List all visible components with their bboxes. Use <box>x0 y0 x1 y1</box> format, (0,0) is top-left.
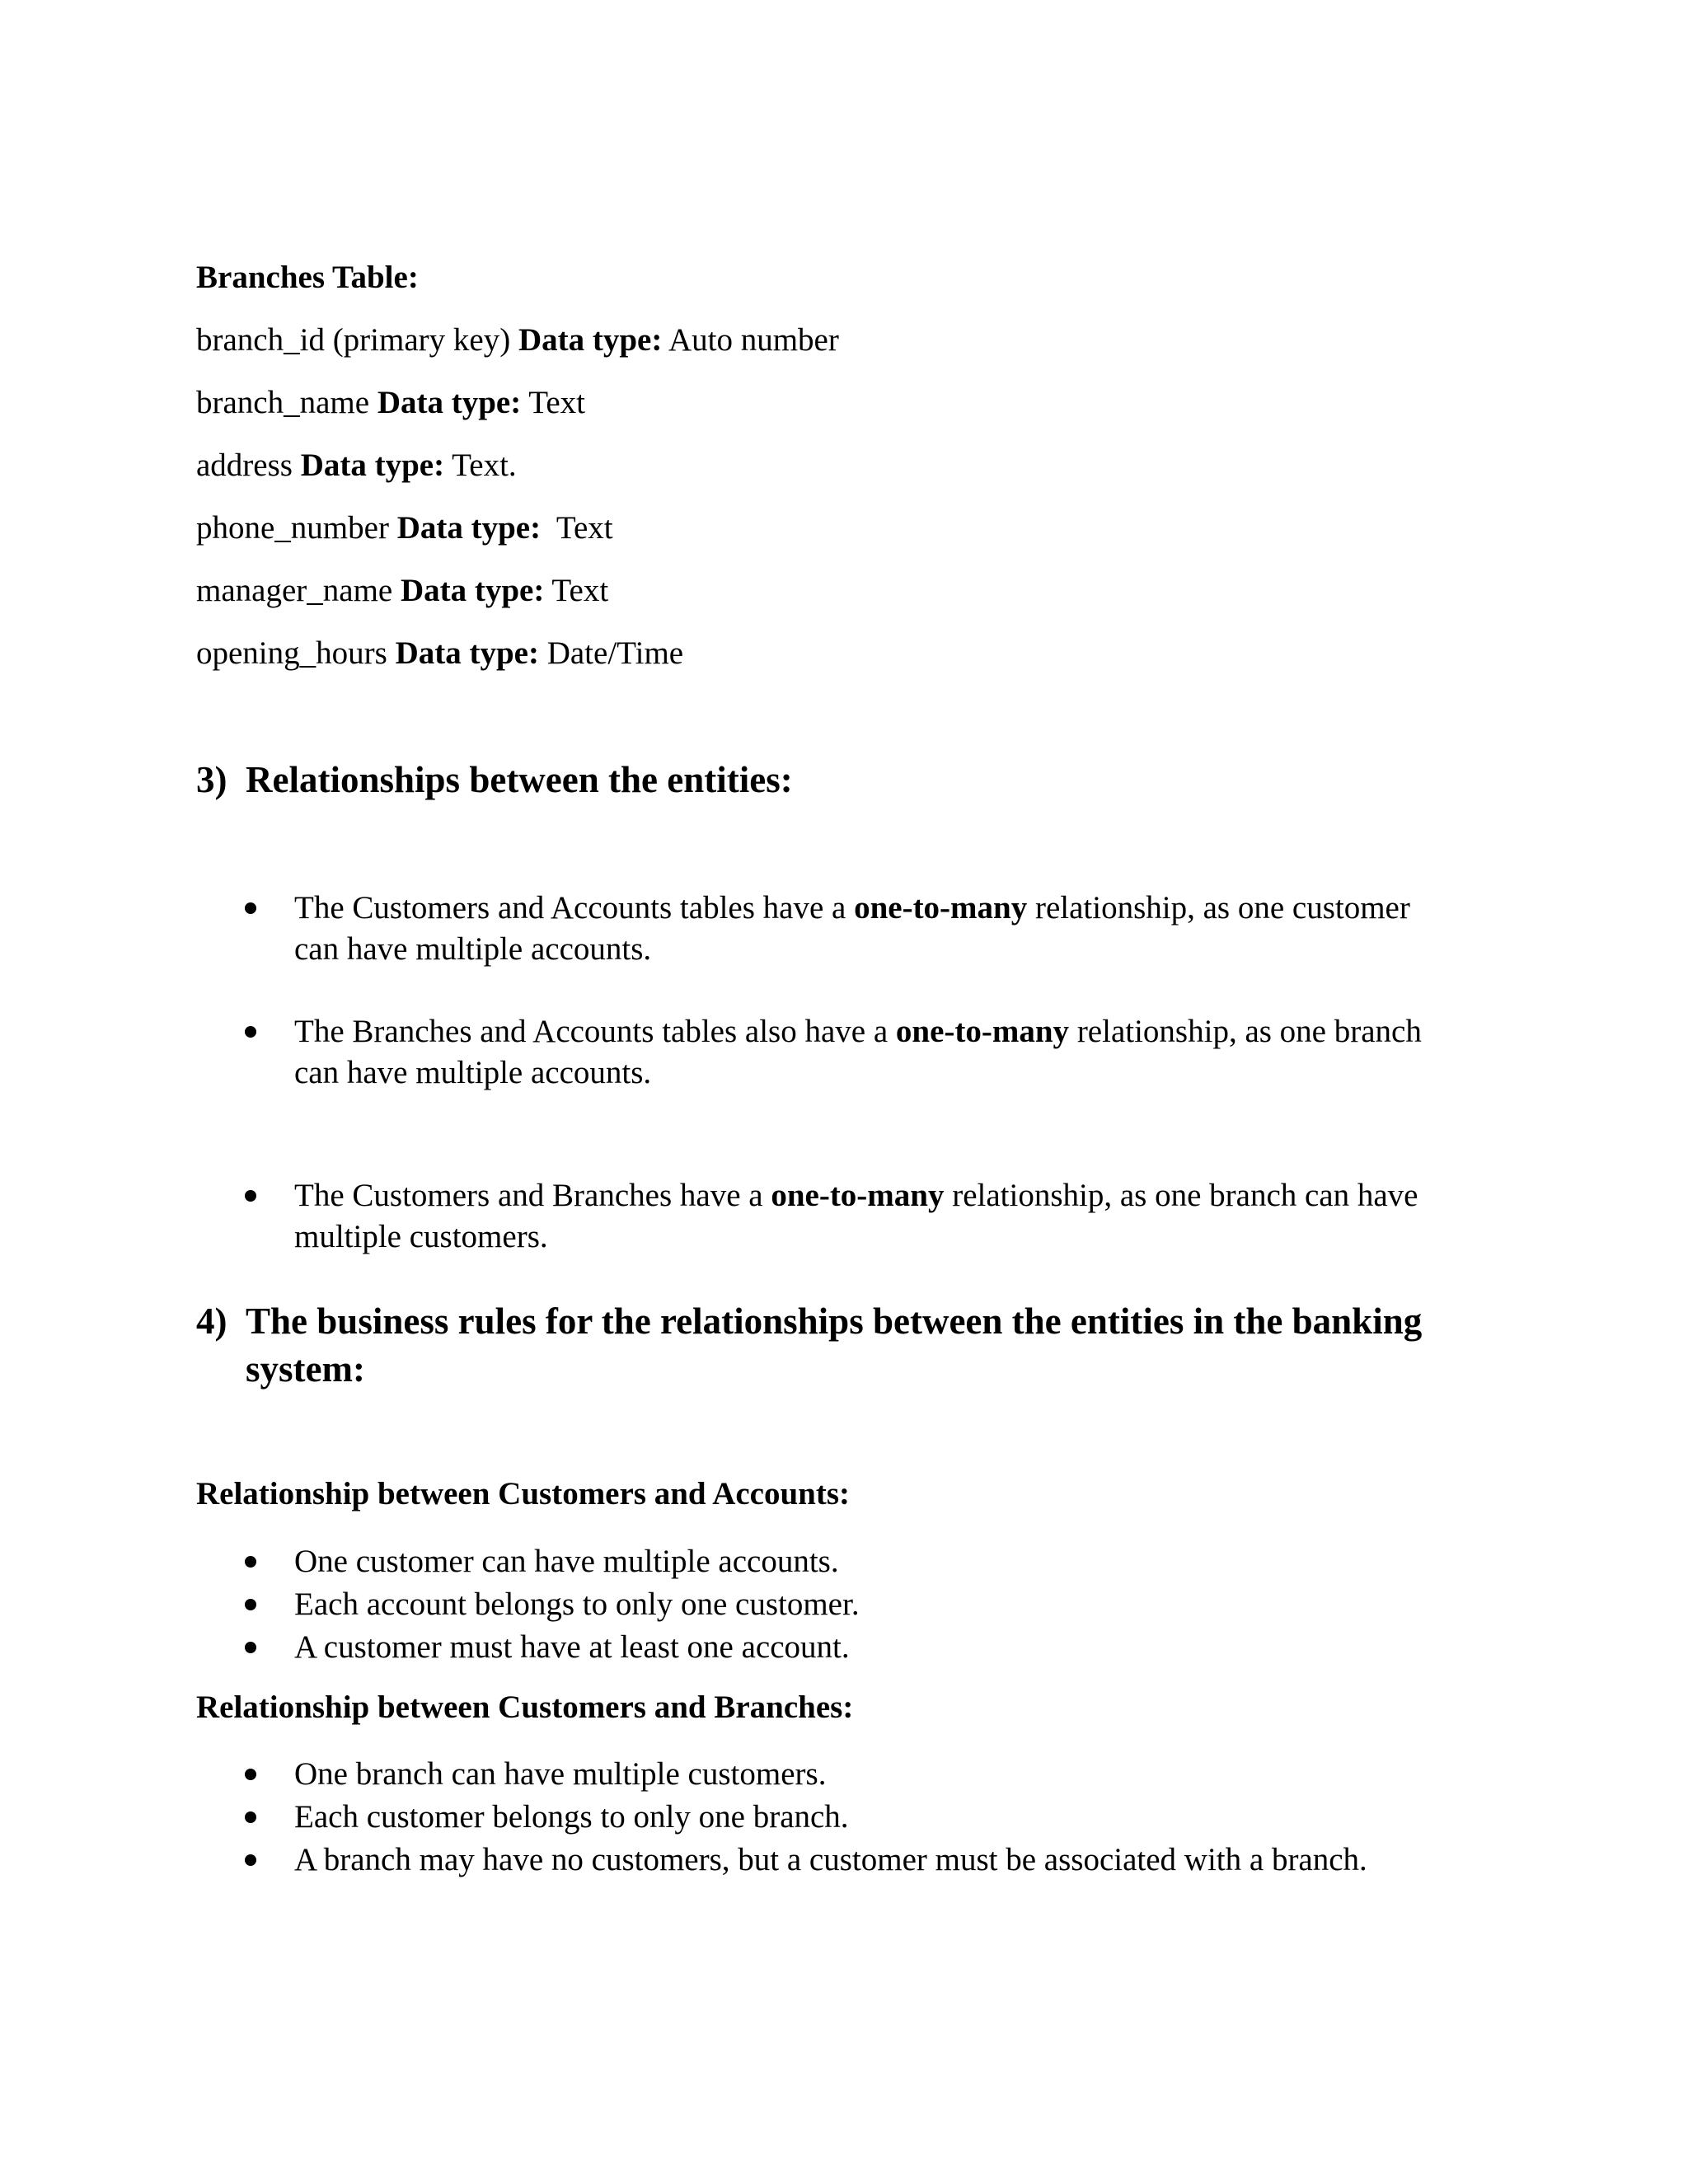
field-name: manager_name <box>196 573 393 608</box>
data-type-label: Data type: <box>518 322 663 358</box>
field-type: Text <box>551 573 609 608</box>
field-type: Auto number <box>668 322 839 358</box>
rule-item: Each customer belongs to only one branch. <box>294 1799 849 1835</box>
bullet-text-pre: The Customers and Branches have a <box>294 1178 763 1213</box>
data-type-label: Data type: <box>400 573 545 608</box>
bullet-text-pre: The Branches and Accounts tables also have a <box>294 1014 889 1049</box>
data-type-label: Data type: <box>377 385 522 420</box>
field-type: Date/Time <box>546 635 684 671</box>
bullet-icon <box>245 1769 256 1780</box>
section-4-title-line1: The business rules for the relationships between the entities in the banking <box>246 1301 1423 1342</box>
bullet-text-bold: one-to-many <box>771 1178 945 1213</box>
bullet-icon <box>245 1599 256 1610</box>
bullet-text-line2: can have multiple accounts. <box>294 1055 652 1090</box>
field-name: address <box>196 448 293 483</box>
section-4-title-colon: : <box>352 1348 365 1390</box>
section-4-title <box>246 1297 1422 1393</box>
bullet-icon <box>245 1190 256 1202</box>
field-name: branch_id (primary key) <box>196 322 511 358</box>
field-name: opening_hours <box>196 635 387 671</box>
field-type: Text. <box>452 448 517 483</box>
rule-item: A branch may have no customers, but a customer must be associated with a branch. <box>294 1842 1367 1877</box>
rule-item: One branch can have multiple customers. <box>294 1756 827 1792</box>
group-heading-customers-branches: Relationship between Customers and Branches: <box>196 1690 854 1725</box>
rule-item: One customer can have multiple accounts. <box>294 1544 839 1579</box>
section-4-title-line2: system <box>246 1348 353 1390</box>
bullet-icon <box>245 1556 256 1568</box>
field-line-manager-name <box>196 571 608 611</box>
bullet-text-post: relationship, as one customer <box>1034 890 1410 926</box>
bullet-icon <box>245 902 256 914</box>
bullet-icon <box>245 1642 256 1653</box>
field-type: Text <box>548 510 613 546</box>
relationship-bullet-2 <box>294 1011 1422 1094</box>
field-line-phone-number <box>196 509 613 548</box>
bullet-text-bold: one-to-many <box>895 1014 1070 1049</box>
section-4-number: 4) <box>196 1301 227 1342</box>
bullet-text-bold: one-to-many <box>854 890 1028 926</box>
field-name: branch_name <box>196 385 370 420</box>
section-3-title: Relationships between the entities: <box>246 759 793 800</box>
bullet-text-line2: can have multiple accounts. <box>294 931 652 967</box>
bullet-icon <box>245 1854 256 1866</box>
branches-table-heading: Branches Table: <box>196 260 419 295</box>
data-type-label: Data type: <box>396 510 542 546</box>
field-line-branch-id <box>196 321 839 360</box>
bullet-text-post: relationship, as one branch <box>1076 1014 1422 1049</box>
section-3-number: 3) <box>196 759 227 800</box>
group-heading-customers-accounts: Relationship between Customers and Accounts: <box>196 1476 851 1511</box>
rule-item: A customer must have at least one account. <box>294 1629 850 1665</box>
bullet-icon <box>245 1026 256 1038</box>
field-name: phone_number <box>196 510 389 546</box>
relationship-bullet-1 <box>294 888 1410 970</box>
bullet-icon <box>245 1811 256 1823</box>
field-type: Text <box>528 385 586 420</box>
relationship-bullet-3 <box>294 1175 1418 1258</box>
field-line-address <box>196 446 517 485</box>
bullet-text-line2: multiple customers. <box>294 1219 548 1254</box>
bullet-text-pre: The Customers and Accounts tables have a <box>294 890 846 926</box>
field-line-opening-hours <box>196 634 683 673</box>
data-type-label: Data type: <box>395 635 539 671</box>
data-type-label: Data type: <box>300 448 445 483</box>
rule-item: Each account belongs to only one customer. <box>294 1586 860 1622</box>
bullet-text-post: relationship, as one branch can have <box>952 1178 1418 1213</box>
field-line-branch-name <box>196 383 585 423</box>
